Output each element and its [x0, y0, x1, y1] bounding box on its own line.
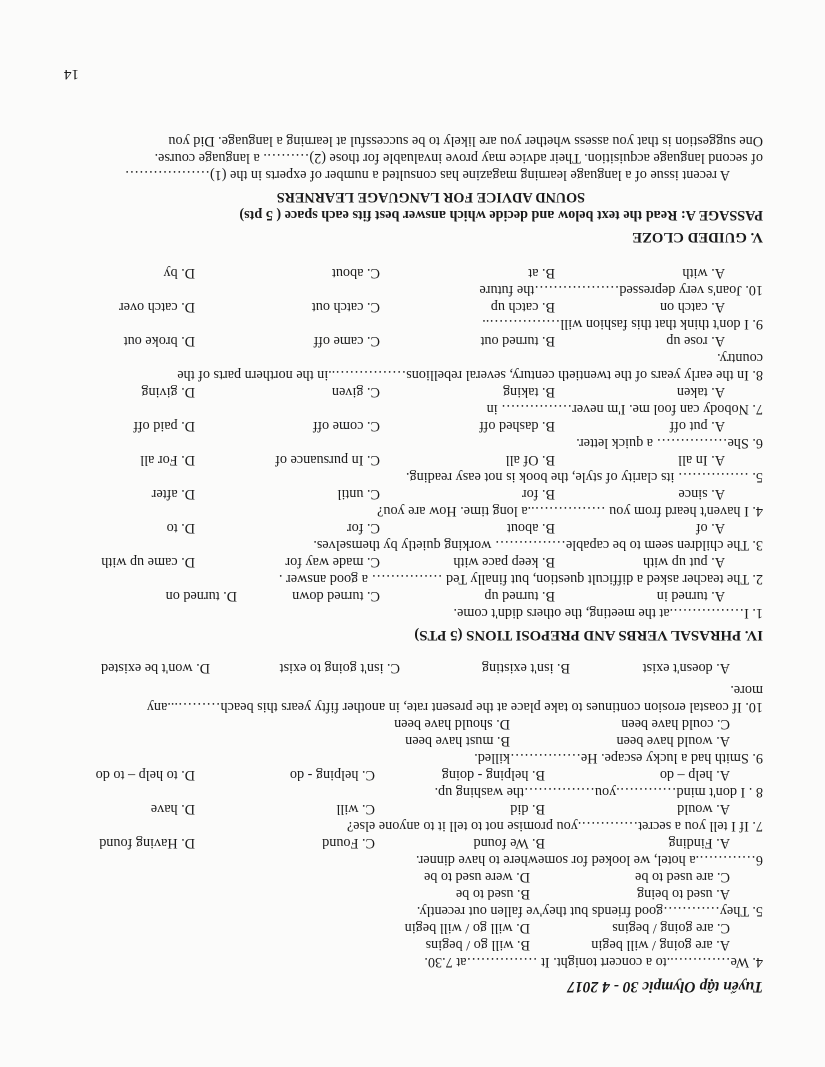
phrasal-10-option-a[interactable]: A. with: [682, 265, 725, 281]
phrasal-6-option-b[interactable]: B. dashed off: [479, 418, 555, 434]
question-10-option-b[interactable]: B. isn't existing: [481, 660, 570, 676]
phrasal-7-stem: 7. Nobody can fool me. I'm never…………… in: [486, 401, 763, 417]
question-4-option-d[interactable]: D. will go / will begin: [404, 920, 530, 936]
question-6-option-c[interactable]: C. Found: [322, 835, 375, 851]
phrasal-4-option-a[interactable]: A. since: [678, 486, 725, 502]
question-7-option-d[interactable]: D. have: [150, 801, 195, 817]
phrasal-4-option-d[interactable]: D. after: [151, 486, 195, 502]
phrasal-10-option-d[interactable]: D. by: [163, 265, 195, 281]
phrasal-5-option-d[interactable]: D. For all: [140, 452, 195, 468]
phrasal-5-option-c[interactable]: C. In pursuance of: [275, 452, 380, 468]
phrasal-3-stem: 3. The children seem to be capable…………… working quietly by themselves.: [313, 537, 763, 553]
question-4-option-c[interactable]: C. are going / begins: [612, 920, 730, 936]
question-7-option-a[interactable]: A. would: [677, 801, 730, 817]
question-9-option-b[interactable]: B. must have been: [405, 733, 510, 749]
question-6-option-b[interactable]: B. We found: [473, 835, 545, 851]
question-4-option-b[interactable]: B. will go / begins: [425, 937, 530, 953]
phrasal-3-option-b[interactable]: B. about: [506, 520, 555, 536]
phrasal-9-option-b[interactable]: B. catch up: [490, 299, 555, 315]
question-8-option-c[interactable]: C. helping - do: [289, 767, 375, 783]
phrasal-1-stem: 1. I…………….at the meeting, the others didn't come.: [453, 605, 763, 621]
question-10-option-d[interactable]: D. won't be existed: [101, 660, 210, 676]
phrasal-5-option-a[interactable]: A. In all: [678, 452, 725, 468]
phrasal-7-option-b[interactable]: B. taking: [502, 384, 555, 400]
question-5-option-b[interactable]: B. used to be: [455, 886, 530, 902]
phrasal-2-option-b[interactable]: B. keep pace with: [453, 554, 555, 570]
passage-line-2: of second language acquisition. Their advice may prove invaluable for those (2)………. a language course.: [154, 150, 763, 166]
question-4-stem: 4. We…………..to a concert tonight. It ……………at 7.30.: [424, 954, 763, 970]
phrasal-10-option-c[interactable]: C. about: [331, 265, 380, 281]
phrasal-3-option-a[interactable]: A. of: [695, 520, 725, 536]
phrasal-6-option-c[interactable]: C. come off: [312, 418, 380, 434]
phrasal-8-option-a[interactable]: A. rose up: [666, 333, 725, 349]
page-number: 14: [64, 66, 79, 82]
passage-a-title: SOUND ADVICE FOR LANGUAGE LEARNERS: [276, 189, 585, 205]
question-9-option-a[interactable]: A. would have been: [616, 733, 730, 749]
phrasal-10-option-b[interactable]: B. at: [528, 265, 555, 281]
phrasal-7-option-d[interactable]: D. giving: [141, 384, 195, 400]
phrasal-8-stem-continued: country.: [717, 350, 763, 366]
question-8-option-d[interactable]: D. to help – to do: [95, 767, 195, 783]
phrasal-10-stem: 10. Joan's very depressed………………the future: [479, 282, 763, 298]
phrasal-6-stem: 6. She…………… a quick letter.: [576, 435, 763, 451]
question-9-option-d[interactable]: D. should have been: [394, 716, 510, 732]
question-10-stem: 10. If coastal erosion continues to take place at the present rate, in another fifty years this beach………...any: [146, 699, 763, 715]
question-6-option-d[interactable]: D. Having found: [99, 835, 195, 851]
phrasal-8-option-c[interactable]: C. came off: [313, 333, 380, 349]
question-6-option-a[interactable]: A. Finding: [668, 835, 730, 851]
phrasal-2-option-d[interactable]: D. came up with: [101, 554, 195, 570]
question-8-stem: 8 . I don't mind………….you……………the washing up.: [434, 784, 763, 800]
phrasal-8-option-b[interactable]: B. turned out: [480, 333, 555, 349]
question-8-option-b[interactable]: B. helping - doing: [441, 767, 545, 783]
question-10-stem-continued: more.: [730, 682, 763, 698]
phrasal-4-option-b[interactable]: B. for: [521, 486, 555, 502]
phrasal-4-stem: 4. I haven't heard from you ……………..a long time. How are you?: [377, 503, 763, 519]
section-4-title: IV. PHRASAL VERBS AND PREPOSI TIONS (5 PTS): [414, 627, 763, 643]
phrasal-5-stem: 5. …………… its clarity of style, the book is not easy reading.: [406, 469, 763, 485]
phrasal-7-option-a[interactable]: A. taken: [676, 384, 725, 400]
header-title: Tuyển tập Olympic 30 - 4 2017: [567, 978, 763, 995]
question-10-option-c[interactable]: C. isn't going to exist: [279, 660, 400, 676]
passage-a-heading: PASSAGE A: Read the text below and decide which answer best fits each space ( 5 pts): [239, 207, 763, 223]
question-9-stem: 9. Smith had a lucky escape. He……………killed.: [474, 750, 763, 766]
phrasal-3-option-d[interactable]: D. to: [166, 520, 195, 536]
question-9-option-c[interactable]: C. could have been: [621, 716, 730, 732]
question-7-option-c[interactable]: C. will: [336, 801, 375, 817]
phrasal-8-option-d[interactable]: D. broke out: [123, 333, 195, 349]
question-10-option-a[interactable]: A. doesn't exist: [642, 660, 730, 676]
passage-line-3: One suggestion is that you assess whether you are likely to be successful at learning a language. Did you: [168, 133, 763, 149]
question-7-option-b[interactable]: B. did: [510, 801, 545, 817]
phrasal-9-option-a[interactable]: A. catch on: [659, 299, 725, 315]
question-5-stem: 5. They…………good friends but they've fallen out recently.: [416, 903, 763, 919]
phrasal-3-option-c[interactable]: C. for: [346, 520, 380, 536]
passage-line-1: A recent issue of a language learning magazine has consulted a number of experts in the (1)………………: [124, 167, 730, 183]
phrasal-1-option-c[interactable]: C. turned down: [292, 588, 380, 604]
question-5-option-c[interactable]: C. are used to be: [635, 869, 730, 885]
phrasal-2-option-c[interactable]: C. made way for: [285, 554, 380, 570]
phrasal-5-option-b[interactable]: B. Of all: [505, 452, 555, 468]
phrasal-9-option-d[interactable]: D. catch over: [118, 299, 195, 315]
phrasal-1-option-d[interactable]: D. turned on: [165, 588, 237, 604]
section-5-title: V. GUIDED CLOZE: [632, 229, 763, 245]
question-4-option-a[interactable]: A. are going / will begin: [591, 937, 730, 953]
question-5-option-a[interactable]: A. used to being: [637, 886, 730, 902]
phrasal-6-option-d[interactable]: D. paid off: [133, 418, 195, 434]
phrasal-6-option-a[interactable]: A. put off: [669, 418, 725, 434]
phrasal-2-stem: 2. The teacher asked a difficult question, but finally Ted …………… a good answer .: [278, 571, 763, 587]
phrasal-4-option-c[interactable]: C. until: [337, 486, 380, 502]
question-6-stem: 6………….a hotel, we looked for somewhere to have dinner.: [415, 852, 763, 868]
phrasal-9-option-c[interactable]: C. catch out: [311, 299, 380, 315]
phrasal-1-option-b[interactable]: B. turned up: [484, 588, 555, 604]
question-7-stem: 7. If I tell you a secret………….you promise not to tell it to anyone else?: [346, 818, 763, 834]
question-8-option-a[interactable]: A. help – do: [659, 767, 730, 783]
phrasal-9-stem: 9. I don't think that this fashion will……………..: [482, 316, 763, 332]
phrasal-8-stem: 8. In the early years of the twentieth century, several rebellions……………..in the northern parts of the: [177, 367, 763, 383]
phrasal-2-option-a[interactable]: A. put up with: [643, 554, 725, 570]
phrasal-7-option-c[interactable]: C. given: [331, 384, 380, 400]
question-5-option-d[interactable]: D. were used to be: [424, 869, 530, 885]
phrasal-1-option-a[interactable]: A. turned in: [656, 588, 725, 604]
